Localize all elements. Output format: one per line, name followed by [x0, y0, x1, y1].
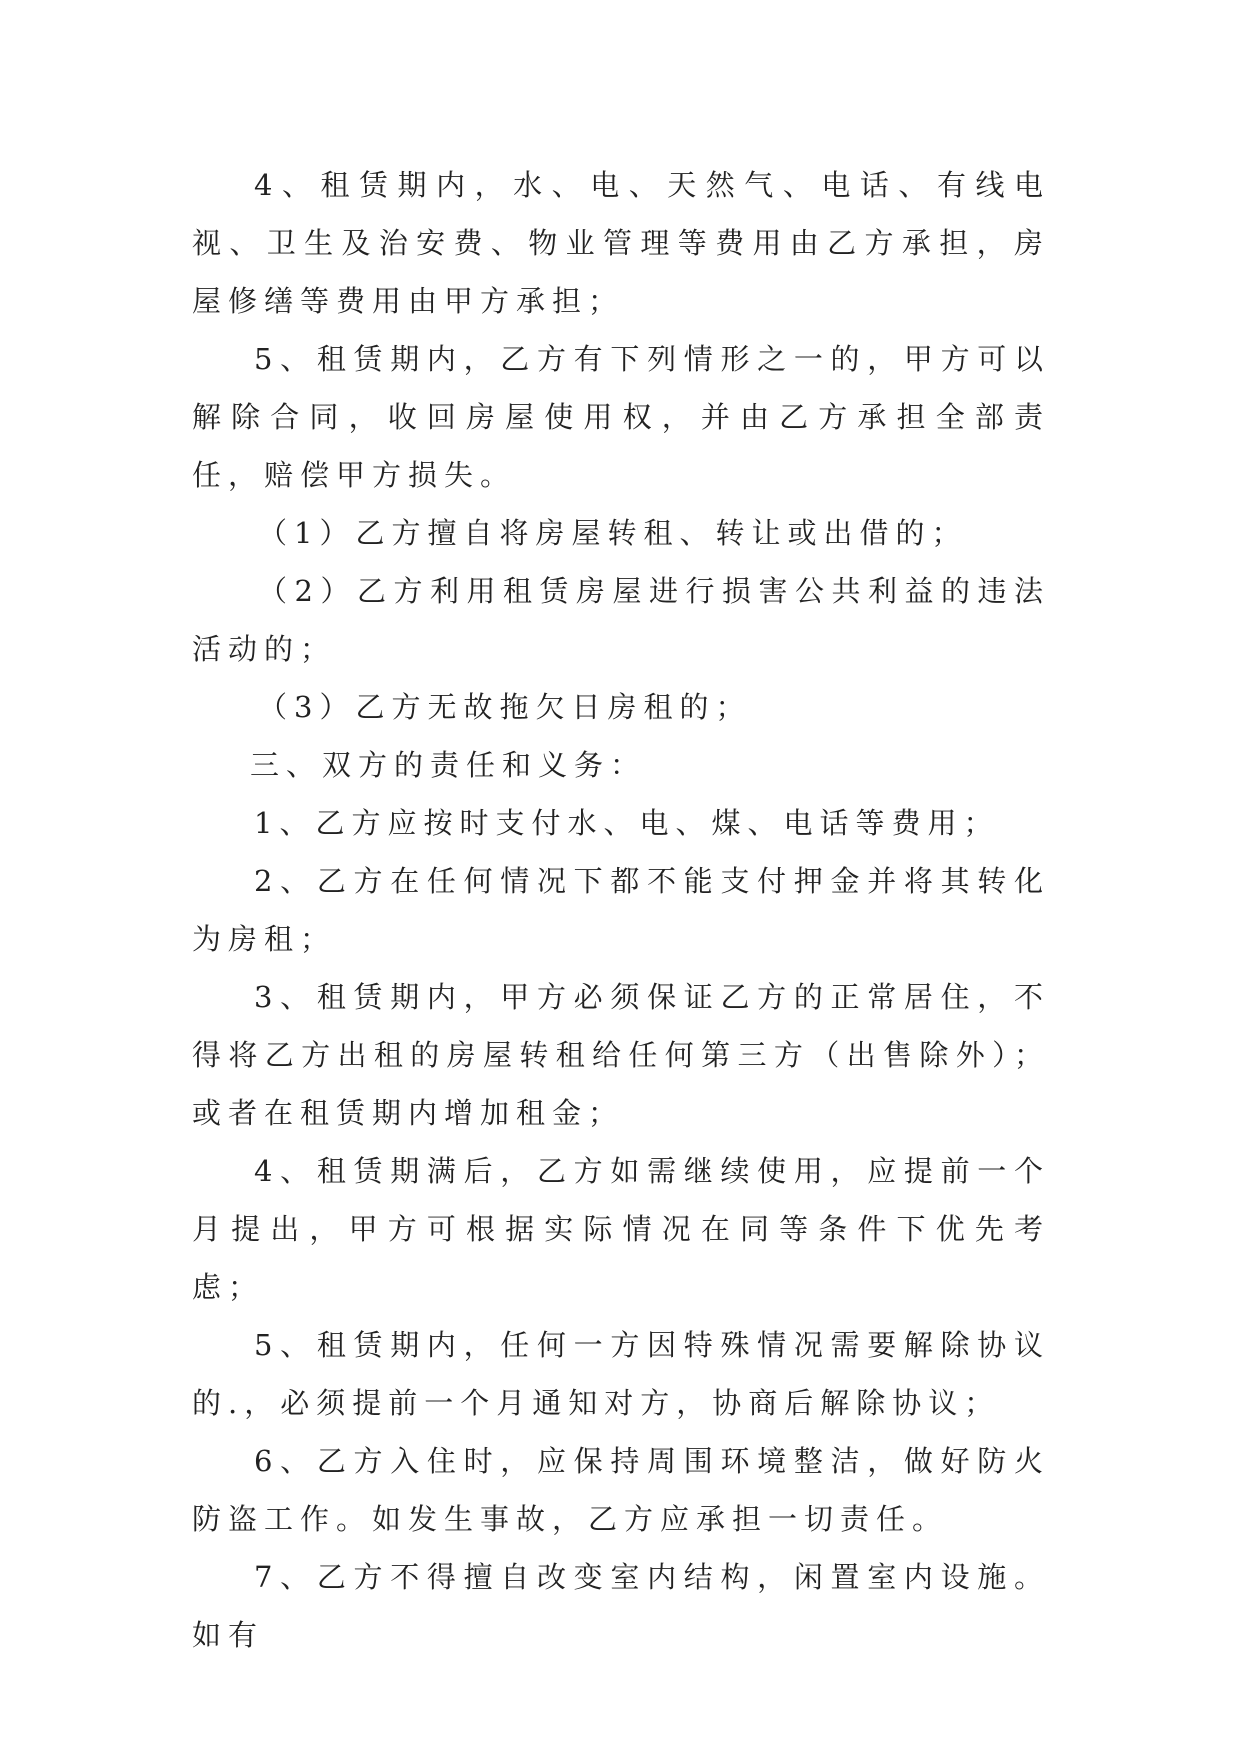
paragraph-item-2-illegal-use: （2）乙方利用租赁房屋进行损害公共利益的违法活动的； — [192, 574, 1050, 666]
paragraph-duty-7-structure: 7、乙方不得擅自改变室内结构，闲置室内设施。如有 — [192, 1560, 1050, 1652]
paragraph-clause-4-fees: 4、租赁期内，水、电、天然气、电话、有线电视、卫生及治安费、物业管理等费用由乙方承担，房屋修缮等费用由甲方承担； — [192, 168, 1050, 318]
paragraph-duty-5-early-termination: 5、租赁期内，任何一方因特殊情况需要解除协议的.，必须提前一个月通知对方，协商后解除协议； — [192, 1328, 1050, 1420]
paragraph-clause-5-termination: 5、租赁期内，乙方有下列情形之一的，甲方可以解除合同，收回房屋使用权，并由乙方承担全部责任，赔偿甲方损失。 — [192, 342, 1050, 492]
paragraph-duty-6-safety: 6、乙方入住时，应保持周围环境整洁，做好防火防盗工作。如发生事故，乙方应承担一切责任。 — [192, 1444, 1050, 1536]
document-body — [192, 156, 1050, 1664]
paragraph-duty-2-deposit: 2、乙方在任何情况下都不能支付押金并将其转化为房租； — [192, 864, 1050, 956]
paragraph-duty-3-residence: 3、租赁期内，甲方必须保证乙方的正常居住，不得将乙方出租的房屋转租给任何第三方（出售除外）；或者在租赁期内增加租金； — [192, 980, 1050, 1130]
section-heading-responsibilities: 三、双方的责任和义务： — [250, 748, 647, 782]
paragraph-duty-1-utilities: 1、乙方应按时支付水、电、煤、电话等费用； — [254, 806, 1000, 840]
paragraph-item-1-sublet: （1）乙方擅自将房屋转租、转让或出借的； — [258, 516, 968, 550]
paragraph-item-3-rent-arrears: （3）乙方无故拖欠日房租的； — [258, 690, 752, 724]
paragraph-duty-4-renewal: 4、租赁期满后，乙方如需继续使用，应提前一个月提出，甲方可根据实际情况在同等条件下优先考虑； — [192, 1154, 1050, 1304]
